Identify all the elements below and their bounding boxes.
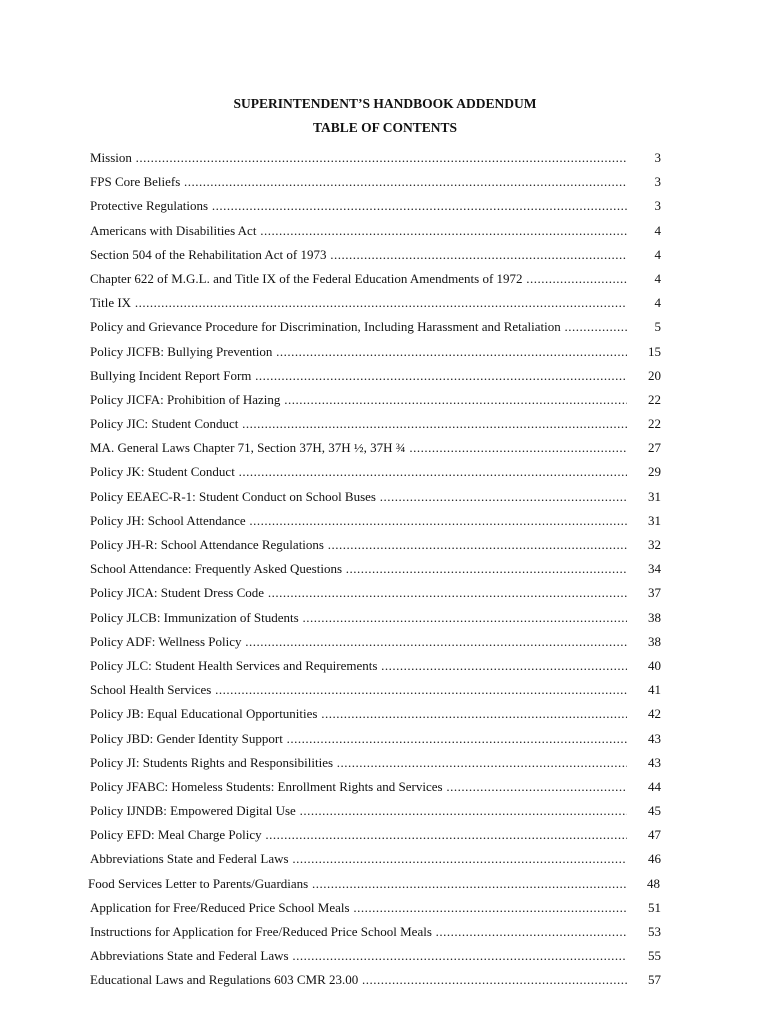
- toc-entry-page-number: 41: [648, 682, 661, 698]
- toc-entry: [90, 364, 665, 388]
- toc-entry-title: Policy JICFB: Bullying Prevention .....: [90, 340, 627, 364]
- toc-entry: [90, 630, 665, 654]
- toc-entry-title: Abbreviations State and Federal Laws .....: [90, 847, 627, 871]
- toc-entry-title: Policy IJNDB: Empowered Digital Use .....: [90, 799, 627, 823]
- toc-entry: [90, 557, 665, 581]
- toc-entry-page-number: 22: [648, 391, 661, 407]
- toc-entry-title: Policy EFD: Meal Charge Policy .....: [90, 823, 627, 847]
- toc-entry-title: Chapter 622 of M.G.L. and Title IX of the Federal Education Amendments of 1972 .....: [90, 267, 627, 291]
- toc-entry: [90, 944, 665, 968]
- toc-entry-title: School Attendance: Frequently Asked Questions .....: [90, 557, 627, 581]
- toc-entry: [90, 460, 665, 484]
- toc-entry-page-number: 3: [654, 174, 661, 190]
- toc-entry-page-number: 3: [654, 150, 661, 165]
- table-of-contents: [90, 146, 665, 993]
- toc-entry-title: School Health Services .....: [90, 678, 627, 702]
- toc-entry-page-number: 29: [648, 464, 661, 480]
- toc-entry-page-number: 38: [648, 609, 661, 625]
- toc-entry: [88, 872, 665, 896]
- toc-entry-page-number: 4: [654, 222, 661, 238]
- toc-entry: [90, 436, 665, 460]
- toc-entry-title: Policy EEAEC-R-1: Student Conduct on School Buses .....: [90, 485, 627, 509]
- toc-entry-page-number: 31: [648, 512, 661, 528]
- toc-entry-title: Policy JH-R: School Attendance Regulations .....: [90, 533, 627, 557]
- toc-entry-page-number: 15: [648, 343, 661, 359]
- toc-entry-title: Bullying Incident Report Form .....: [90, 364, 627, 388]
- toc-entry-page-number: 4: [654, 295, 661, 311]
- toc-entry: [90, 847, 665, 871]
- toc-entry: [90, 485, 665, 509]
- toc-entry-page-number: 46: [648, 851, 661, 867]
- toc-entry: [90, 920, 665, 944]
- toc-entry-title: Instructions for Application for Free/Reduced Price School Meals .....: [90, 920, 627, 944]
- toc-entry-page-number: 48: [647, 875, 660, 891]
- toc-entry-page-number: 20: [648, 367, 661, 383]
- toc-entry: [90, 194, 665, 218]
- toc-entry-title: Policy JIC: Student Conduct .....: [90, 412, 627, 436]
- toc-entry: [90, 775, 665, 799]
- toc-entry-title: Policy JK: Student Conduct .....: [90, 460, 627, 484]
- toc-entry-title: Policy JICA: Student Dress Code .....: [90, 581, 627, 605]
- toc-entry-page-number: 51: [648, 899, 661, 915]
- toc-entry-page-number: 5: [654, 319, 661, 335]
- toc-entry-title: Abbreviations State and Federal Laws .....: [90, 944, 627, 968]
- toc-entry-title: MA. General Laws Chapter 71, Section 37H, 37H ½, 37H ¾ .....: [90, 436, 627, 460]
- toc-entry: [90, 170, 665, 194]
- toc-entry: [90, 799, 665, 823]
- toc-entry-page-number: 55: [648, 948, 661, 964]
- toc-entry-page-number: 47: [648, 827, 661, 843]
- toc-entry-title: Title IX .....: [90, 291, 627, 315]
- toc-entry: [90, 219, 665, 243]
- toc-entry-title: Policy JI: Students Rights and Responsibilities .....: [90, 751, 627, 775]
- toc-entry-page-number: 43: [648, 754, 661, 770]
- toc-entry: [90, 533, 665, 557]
- toc-entry-title: Americans with Disabilities Act .....: [90, 219, 627, 243]
- toc-entry-title: Section 504 of the Rehabilitation Act of 1973 .....: [90, 243, 627, 267]
- title-block: [0, 95, 770, 137]
- toc-entry-page-number: 45: [648, 803, 661, 819]
- toc-entry: [90, 823, 665, 847]
- toc-entry-title: Policy JB: Equal Educational Opportunities .....: [90, 702, 627, 726]
- toc-entry: [90, 267, 665, 291]
- toc-entry: [90, 243, 665, 267]
- toc-entry-page-number: 31: [648, 488, 661, 504]
- toc-entry-page-number: 57: [648, 972, 661, 988]
- toc-entry: [90, 146, 665, 170]
- toc-entry-page-number: 40: [648, 657, 661, 673]
- toc-entry-page-number: 4: [654, 270, 661, 286]
- toc-entry-title: Policy JFABC: Homeless Students: Enrollment Rights and Services .....: [90, 775, 627, 799]
- toc-entry-title: Policy ADF: Wellness Policy .....: [90, 630, 627, 654]
- toc-entry: [90, 509, 665, 533]
- toc-entry-title: Educational Laws and Regulations 603 CMR 23.00 .....: [90, 968, 627, 992]
- toc-entry: [90, 315, 665, 339]
- toc-entry: [90, 340, 665, 364]
- toc-entry-title: Protective Regulations .....: [90, 194, 627, 218]
- document-title: SUPERINTENDENT’S HANDBOOK ADDENDUM: [233, 96, 537, 111]
- toc-entry-title: Policy and Grievance Procedure for Discrimination, Including Harassment and Retaliation .....: [90, 315, 627, 339]
- toc-entry: [90, 968, 665, 992]
- toc-entry: [90, 606, 665, 630]
- toc-entry-page-number: 38: [648, 633, 661, 649]
- toc-entry-page-number: 22: [648, 416, 661, 432]
- toc-entry: [90, 727, 665, 751]
- toc-entry-title: Policy JH: School Attendance .....: [90, 509, 627, 533]
- toc-entry-title: Policy JICFA: Prohibition of Hazing .....: [90, 388, 627, 412]
- toc-entry-page-number: 37: [648, 585, 661, 601]
- toc-entry-page-number: 32: [648, 537, 661, 552]
- toc-entry-title: Policy JLCB: Immunization of Students .....: [90, 606, 627, 630]
- document-subtitle: TABLE OF CONTENTS: [312, 120, 458, 135]
- toc-entry-page-number: 42: [648, 706, 661, 722]
- toc-entry-title: Policy JBD: Gender Identity Support .....: [90, 727, 627, 751]
- toc-entry: [90, 291, 665, 315]
- toc-entry-page-number: 53: [648, 924, 661, 939]
- toc-entry: [90, 388, 665, 412]
- toc-entry-title: Application for Free/Reduced Price School Meals .....: [90, 896, 627, 920]
- toc-entry: [90, 412, 665, 436]
- toc-entry-title: Mission .....: [90, 146, 627, 170]
- toc-entry-title: Food Services Letter to Parents/Guardians .....: [88, 872, 626, 896]
- toc-entry-title: Policy JLC: Student Health Services and Requirements .....: [90, 654, 627, 678]
- toc-entry-page-number: 27: [648, 440, 661, 456]
- toc-entry: [90, 896, 665, 920]
- toc-entry: [90, 654, 665, 678]
- toc-entry: [90, 678, 665, 702]
- toc-entry-page-number: 34: [648, 561, 661, 577]
- toc-entry-page-number: 4: [654, 246, 661, 262]
- toc-entry-title: FPS Core Beliefs .....: [90, 170, 627, 194]
- toc-entry: [90, 581, 665, 605]
- toc-entry-page-number: 3: [654, 198, 661, 214]
- toc-entry: [90, 751, 665, 775]
- toc-entry-page-number: 43: [648, 730, 661, 746]
- toc-entry: [90, 702, 665, 726]
- toc-entry-page-number: 44: [648, 778, 661, 794]
